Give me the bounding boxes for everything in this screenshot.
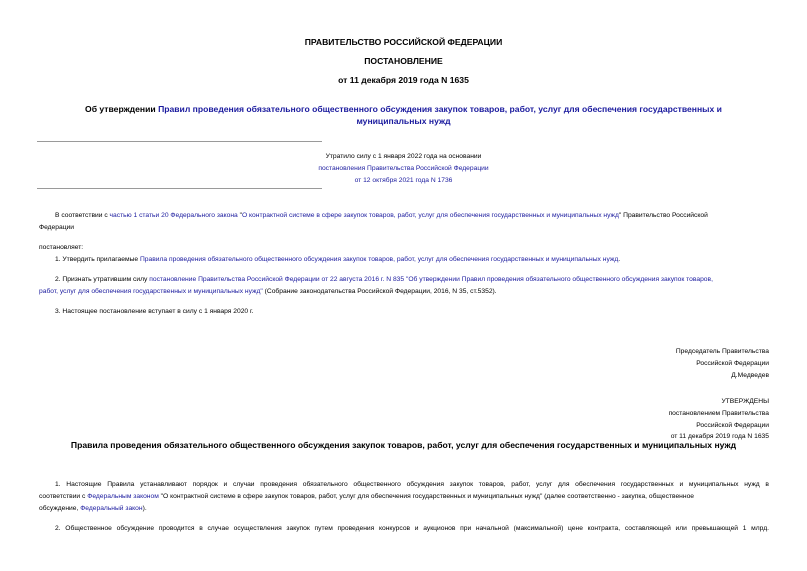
title-rules-link[interactable]: Правил проведения обязательного общественного обсуждения закупок товаров, работ, услуг для обеспечения государственных и xyxy=(158,104,722,114)
rules-p1-l3-prefix: обсуждение, xyxy=(39,505,81,512)
intro-text: В соответствии с xyxy=(55,212,110,219)
signature-block xyxy=(676,346,769,381)
rules-p1-line3 xyxy=(39,503,769,515)
signature-name: Д.Медведев xyxy=(731,371,769,379)
intro-line2: Федерации xyxy=(39,224,75,231)
document-type: ПОСТАНОВЛЕНИЕ xyxy=(364,56,443,66)
rules-p1-line1: 1. Настоящие Правила устанавливают порядок и случаи проведения обязательного общественного обсуждения закупок товаров, работ, услуг для обеспечения государственных и муниципальных нужд в xyxy=(55,481,769,488)
status-note-line1: Утратило силу с 1 января 2022 года на основании xyxy=(325,153,482,160)
rules-p1-prefix: соответствии с xyxy=(39,493,88,500)
rules-p1-suffix: (далее соответственно - закупка, общественное xyxy=(542,493,695,500)
item-2-resolution-link[interactable]: постановление Правительства Российской Федерации от 22 августа 2016 г. N 835 "Об утверждении Правил проведения обязательного общественного обсуждения закупок товаров, xyxy=(149,276,713,283)
approved-by: постановлением Правительства xyxy=(668,409,769,417)
repeal-resolution-date-link[interactable]: от 12 октября 2021 года N 1736 xyxy=(354,177,453,184)
item-2-resolution-link-cont[interactable]: работ, услуг для обеспечения государственных и муниципальных нужд" xyxy=(39,288,263,295)
status-note-line2 xyxy=(0,163,807,175)
item-2 xyxy=(39,274,769,286)
signature-country: Российской Федерации xyxy=(696,359,769,367)
divider-top xyxy=(37,141,322,142)
document-date-number: от 11 декабря 2019 года N 1635 xyxy=(338,75,469,85)
document-title xyxy=(0,104,807,115)
intro-suffix: " Правительство Российской xyxy=(618,212,708,219)
item-1 xyxy=(39,254,769,266)
title-prefix: Об утверждении xyxy=(85,104,159,114)
approved-country: Российской Федерации xyxy=(696,421,769,429)
divider-bottom xyxy=(37,188,322,189)
rules-title: Правила проведения обязательного общественного обсуждения закупок товаров, работ, услуг для обеспечения государственных и муниципальных нужд xyxy=(70,440,737,450)
item-2-source: (Собрание законодательства Российской Федерации, 2016, N 35, ст.5352). xyxy=(262,288,497,295)
title-rules-link-cont[interactable]: муниципальных нужд xyxy=(356,116,451,126)
approval-block xyxy=(669,396,769,443)
signature-title: Председатель Правительства xyxy=(675,348,769,355)
intro-paragraph xyxy=(39,210,769,222)
document-title-line2 xyxy=(0,116,807,127)
rules-p1-law-name: "О контрактной системе в сфере закупок товаров, работ, услуг для обеспечения государственных и муниципальных нужд" xyxy=(158,493,543,500)
government-heading: ПРАВИТЕЛЬСТВО РОССИЙСКОЙ ФЕДЕРАЦИИ xyxy=(304,37,503,47)
repeal-resolution-link[interactable]: постановления Правительства Российской Федерации xyxy=(318,165,489,172)
item-2-text: 2. Признать утратившим силу xyxy=(55,276,150,283)
item-2-line2 xyxy=(39,286,769,298)
federal-law-link[interactable]: Федеральным законом xyxy=(87,493,159,500)
contract-system-law-link[interactable]: О контрактной системе в сфере закупок товаров, работ, услуг для обеспечения государственных и муниципальных нужд xyxy=(241,212,619,219)
rules-p1-line2 xyxy=(39,491,769,503)
item-1-end: . xyxy=(618,256,621,263)
item-3: 3. Настоящее постановление вступает в силу с 1 января 2020 г. xyxy=(55,308,254,315)
federal-law-short-link[interactable]: Федеральный закон xyxy=(80,505,143,512)
item-1-rules-link[interactable]: Правила проведения обязательного общественного обсуждения закупок товаров, работ, услуг для обеспечения государственных и муниципальных нужд xyxy=(139,256,619,263)
law-article-link[interactable]: частью 1 статьи 20 Федерального закона xyxy=(109,212,238,219)
rules-p1-l3-suffix: ). xyxy=(142,505,147,512)
decides-text: постановляет: xyxy=(39,244,84,251)
status-note-line3 xyxy=(0,175,807,187)
intro-quote: " xyxy=(237,212,242,219)
approved-label: УТВЕРЖДЕНЫ xyxy=(721,398,769,405)
rules-p2-line1: 2. Общественное обсуждение проводится в случае осуществления закупок путем проведения конкурсов и аукционов при начальной (максимальной) цене контракта, составляющей или превышающей 1 млрд. xyxy=(55,525,769,532)
item-1-text: 1. Утвердить прилагаемые xyxy=(55,256,140,263)
approved-date: от 11 декабря 2019 года N 1635 xyxy=(670,433,769,441)
